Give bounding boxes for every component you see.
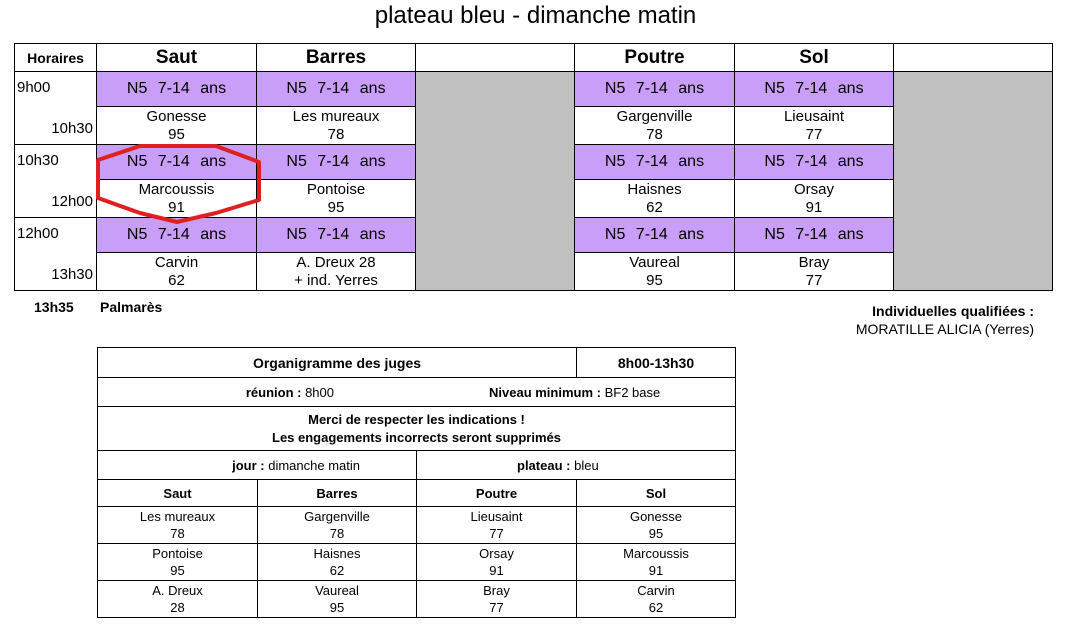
judge-cell: Bray 77	[417, 581, 577, 618]
qualified-name: MORATILLE ALICIA (Yerres)	[855, 321, 1034, 337]
palmares-label: Palmarès	[100, 299, 163, 315]
judge-cell: A. Dreux 28	[98, 581, 258, 618]
judges-col-sol: Sol	[577, 480, 736, 507]
level-cell: N5 7-14 ans	[97, 72, 257, 107]
club-cell: Bray 77	[735, 253, 894, 291]
jour-value: dimanche matin	[268, 457, 360, 473]
level-cell: N5 7-14 ans	[735, 218, 894, 253]
reunion-niveau-row	[98, 378, 736, 407]
judges-col-barres: Barres	[258, 480, 417, 507]
level-cell: N5 7-14 ans	[575, 72, 735, 107]
rotation-level-row	[15, 72, 1053, 107]
judges-hours: 8h00-13h30	[577, 348, 736, 378]
judges-message: Merci de respecter les indications ! Les engagements incorrects seront supprimés	[98, 407, 736, 451]
barres-header: Barres	[257, 44, 416, 72]
judges-col-saut: Saut	[98, 480, 258, 507]
time-slot	[15, 218, 97, 291]
level-cell: N5 7-14 ans	[97, 145, 257, 180]
level-cell: N5 7-14 ans	[257, 145, 416, 180]
judges-row	[98, 544, 736, 581]
judges-table	[97, 347, 736, 618]
saut-header: Saut	[97, 44, 257, 72]
time-start: 12h00	[17, 225, 59, 242]
schedule-header-row	[15, 44, 1053, 72]
plateau-value: bleu	[574, 457, 599, 473]
judge-cell: Carvin 62	[577, 581, 736, 618]
club-cell: Haisnes 62	[575, 180, 735, 218]
time-end: 12h00	[51, 193, 93, 210]
sol-header: Sol	[735, 44, 894, 72]
club-cell: Marcoussis 91	[97, 180, 257, 218]
empty-header	[894, 44, 1053, 72]
reunion-value: 8h00	[305, 384, 334, 400]
level-cell: N5 7-14 ans	[257, 72, 416, 107]
club-cell: A. Dreux 28 + ind. Yerres	[257, 253, 416, 291]
niveau-label: Niveau minimum :	[489, 384, 601, 400]
club-cell: Pontoise 95	[257, 180, 416, 218]
time-start: 9h00	[17, 79, 51, 96]
jour-label: jour :	[232, 457, 265, 473]
gray-column-cell	[416, 72, 575, 291]
gray-column-cell	[894, 72, 1053, 291]
time-slot	[15, 145, 97, 218]
judge-cell: Gargenville 78	[258, 507, 417, 544]
level-cell: N5 7-14 ans	[575, 145, 735, 180]
plateau-cell	[417, 451, 736, 480]
judges-title: Organigramme des juges	[98, 348, 577, 378]
plateau-label: plateau :	[517, 457, 571, 473]
reunion-label: réunion :	[245, 384, 302, 400]
time-end: 13h30	[51, 266, 93, 283]
judges-row	[98, 581, 736, 618]
judge-cell: Vaureal 95	[258, 581, 417, 618]
club-cell: Vaureal 95	[575, 253, 735, 291]
club-cell: Carvin 62	[97, 253, 257, 291]
level-cell: N5 7-14 ans	[97, 218, 257, 253]
level-cell: N5 7-14 ans	[735, 72, 894, 107]
level-cell: N5 7-14 ans	[575, 218, 735, 253]
judge-cell: Les mureaux 78	[98, 507, 258, 544]
empty-header	[416, 44, 575, 72]
jour-cell	[98, 451, 417, 480]
judge-cell: Lieusaint 77	[417, 507, 577, 544]
club-cell: Orsay 91	[735, 180, 894, 218]
judge-cell: Gonesse 95	[577, 507, 736, 544]
judge-cell: Haisnes 62	[258, 544, 417, 581]
poutre-header: Poutre	[575, 44, 735, 72]
club-cell: Lieusaint 77	[735, 107, 894, 145]
level-cell: N5 7-14 ans	[735, 145, 894, 180]
judge-cell: Pontoise 95	[98, 544, 258, 581]
page-title: plateau bleu - dimanche matin	[374, 2, 697, 29]
horaires-header: Horaires	[15, 44, 97, 72]
judge-cell: Marcoussis 91	[577, 544, 736, 581]
club-cell: Gonesse 95	[97, 107, 257, 145]
club-cell: Gargenville 78	[575, 107, 735, 145]
schedule-table	[14, 43, 1053, 291]
club-cell: Les mureaux 78	[257, 107, 416, 145]
level-cell: N5 7-14 ans	[257, 218, 416, 253]
palmares-time: 13h35	[34, 299, 74, 315]
qualified-label: Individuelles qualifiées :	[872, 303, 1034, 319]
judge-cell: Orsay 91	[417, 544, 577, 581]
judges-col-poutre: Poutre	[417, 480, 577, 507]
time-start: 10h30	[17, 152, 59, 169]
time-slot	[15, 72, 97, 145]
niveau-value: BF2 base	[604, 384, 661, 400]
time-end: 10h30	[51, 120, 93, 137]
judges-row	[98, 507, 736, 544]
